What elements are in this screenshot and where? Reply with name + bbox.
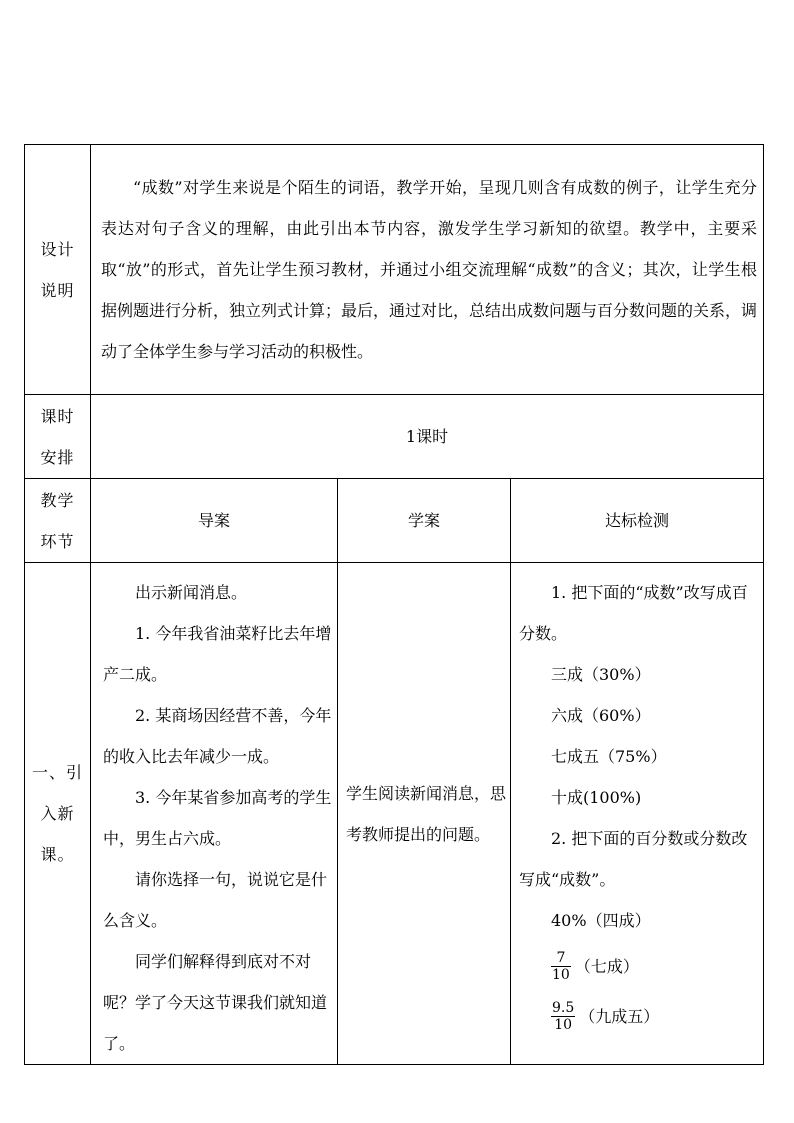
section1-label: 一、引 入新 课。: [25, 563, 91, 1065]
fraction-item-1: [519, 941, 759, 991]
design-label: 设计 说明: [25, 145, 91, 395]
fraction-item-2: [519, 991, 759, 1041]
schedule-label: 课时 安排: [25, 395, 91, 479]
stage-header: 教学 环节: [25, 479, 91, 563]
guide-line: 2. 某商场因经营不善，今年的收入比去年减少一成。: [103, 706, 332, 766]
check-item: 40%（四成）: [551, 911, 651, 930]
guide-line: 同学们解释得到底对不对呢？学了今天这节课我们就知道了。: [103, 952, 328, 1053]
fraction: [551, 1000, 575, 1033]
check-item: 三成（30%）: [551, 665, 651, 684]
design-text: “成数”对学生来说是个陌生的词语，教学开始，呈现几则含有成数的例子，让学生充分表达对句子含义的理解，由此引出本节内容，激发学生学习新知的欲望。教学中，主要采取“放”的形式，首先让学生预习教材，并通过小组交流理解“成数”的含义；其次，让学生根据例题进行分析，独立列式计算；最后，通过对比，总结出成数问题与百分数问题的关系，调动了全体学生参与学习活动的积极性。: [91, 145, 764, 395]
schedule-value: 1课时: [91, 395, 764, 479]
fraction-numerator: 7: [551, 950, 571, 967]
section1-guide: [91, 563, 338, 1065]
fraction: [551, 950, 571, 983]
check-question-1: 1. 把下面的“成数”改写成百分数。: [519, 583, 748, 643]
lesson-plan-table: [24, 144, 764, 1065]
section1-row: [25, 563, 764, 1065]
design-row: [25, 145, 764, 395]
fraction-answer: （七成）: [574, 956, 639, 976]
fraction-denominator: 10: [552, 966, 570, 983]
schedule-row: [25, 395, 764, 479]
fraction-denominator: 10: [554, 1016, 573, 1033]
guide-line: 1. 今年我省油菜籽比去年增产二成。: [103, 624, 332, 684]
study-header: 学案: [338, 479, 511, 563]
guide-line: 出示新闻消息。: [135, 583, 248, 602]
section1-check: [511, 563, 764, 1065]
guide-line: 3. 今年某省参加高考的学生中，男生占六成。: [103, 788, 332, 848]
check-item: 十成(100%): [551, 788, 642, 807]
fraction-numerator: 9.5: [552, 999, 575, 1016]
check-item: 六成（60%）: [551, 706, 651, 725]
guide-line: 请你选择一句，说说它是什么含义。: [103, 870, 328, 930]
section1-study: 学生阅读新闻消息，思考教师提出的问题。: [338, 563, 511, 1065]
fraction-answer: （九成五）: [579, 1006, 660, 1026]
check-item: 七成五（75%）: [551, 747, 667, 766]
guide-header: 导案: [91, 479, 338, 563]
check-question-2: 2. 把下面的百分数或分数改写成“成数”。: [519, 829, 748, 889]
header-row: [25, 479, 764, 563]
check-header: 达标检测: [511, 479, 764, 563]
